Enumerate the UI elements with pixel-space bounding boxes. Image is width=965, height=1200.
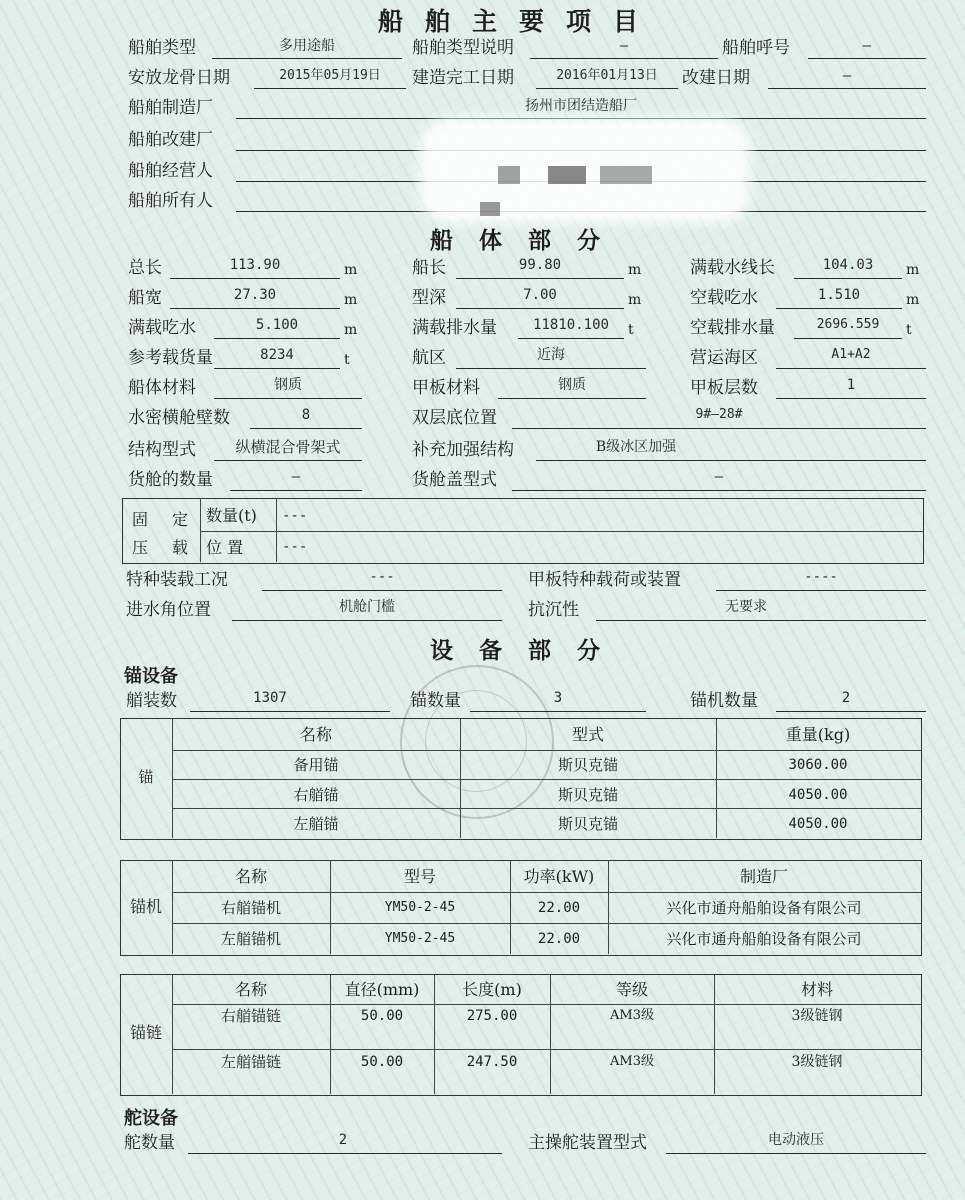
table-cell: 22.00 — [537, 900, 581, 916]
table-cell: 斯贝克锚 — [557, 786, 618, 804]
underline — [716, 590, 926, 591]
service-area-value: A1+A2 — [831, 347, 871, 362]
steering-label: 主操舵装置型式 — [528, 1133, 647, 1153]
double-bottom-label: 双层底位置 — [412, 408, 497, 428]
table-cell: 22.00 — [537, 931, 581, 947]
double-bottom-value: 9#—28# — [695, 407, 743, 422]
hatch-label: 货舱盖型式 — [412, 470, 497, 490]
full-draft-label: 满载吃水 — [128, 318, 196, 338]
ballast-char: 压 — [132, 538, 149, 557]
bulkheads-value: 8 — [301, 407, 311, 423]
column-header: 等级 — [615, 980, 648, 999]
column-header: 名称 — [299, 725, 332, 744]
ref-cargo-value: 8234 — [260, 347, 294, 363]
table-cell: AM3级 — [610, 1008, 654, 1023]
ballast-qty-value: --- — [282, 508, 308, 524]
deck-special-value: ---- — [804, 569, 838, 585]
hull-material-label: 船体材料 — [128, 378, 196, 398]
light-disp-label: 空载排水量 — [690, 318, 775, 338]
table-cell: 兴化市通舟船舶设备有限公司 — [666, 930, 862, 948]
divider — [200, 498, 201, 562]
table-cell: 50.00 — [360, 1008, 404, 1024]
divider — [172, 1049, 921, 1050]
divider — [172, 923, 921, 924]
holds-value: — — [291, 469, 301, 485]
divider — [172, 750, 921, 751]
call-sign-label: 船舶呼号 — [722, 38, 790, 58]
ship-type-label: 船舶类型 — [128, 38, 196, 58]
redaction-block — [498, 166, 520, 184]
full-disp-unit: t — [628, 322, 634, 338]
underline — [512, 490, 926, 491]
underline — [518, 338, 624, 339]
unsinkable-value: 无要求 — [725, 599, 767, 615]
ship-type-value: 多用途船 — [279, 38, 335, 54]
breadth-unit: m — [344, 292, 358, 308]
table-cell: 3级链钢 — [791, 1008, 843, 1024]
underline — [666, 1153, 926, 1154]
nav-area-label: 航区 — [412, 348, 446, 368]
divider — [172, 808, 921, 809]
outfit-label: 艏装数 — [126, 691, 177, 711]
redaction-block — [548, 166, 586, 184]
special-load-value: --- — [369, 569, 395, 585]
underline — [250, 428, 362, 429]
ship-type-desc-value: — — [619, 38, 629, 54]
underline — [470, 711, 646, 712]
table-cell: 右艏锚机 — [220, 899, 281, 917]
underline — [536, 460, 926, 461]
divider — [276, 498, 277, 562]
equipment-section-title: 设备部分 — [430, 637, 626, 664]
underline — [768, 88, 926, 89]
lbp-label: 船长 — [412, 258, 446, 278]
column-header: 制造厂 — [739, 867, 788, 886]
table-cell: 斯贝克锚 — [557, 756, 618, 774]
underline — [214, 460, 362, 461]
table-cell: 275.00 — [466, 1008, 518, 1024]
underline — [230, 490, 362, 491]
hatch-value: — — [714, 469, 724, 485]
ballast-qty-label: 数量(t) — [206, 506, 257, 525]
rebuilder-label: 船舶改建厂 — [128, 130, 213, 150]
deck-material-value: 钢质 — [558, 377, 586, 393]
column-header: 名称 — [234, 980, 267, 999]
underline — [794, 338, 902, 339]
underline — [776, 398, 926, 399]
bulkheads-label: 水密横舱壁数 — [128, 408, 230, 428]
lbp-value: 99.80 — [518, 257, 562, 273]
reinforce-value: B级冰区加强 — [595, 439, 677, 455]
structure-value: 纵横混合骨架式 — [235, 438, 341, 456]
depth-label: 型深 — [412, 288, 446, 308]
depth-unit: m — [628, 292, 642, 308]
ballast-pos-label: 位 置 — [206, 538, 244, 557]
table-cell: 右艏锚 — [293, 786, 339, 804]
underline — [170, 308, 340, 309]
service-area-label: 营运海区 — [690, 348, 758, 368]
column-header: 型号 — [403, 867, 436, 886]
page-title: 船舶主要项目 — [378, 7, 661, 36]
underline — [512, 428, 926, 429]
full-draft-unit: m — [344, 322, 358, 338]
holds-label: 货舱的数量 — [128, 470, 213, 490]
hull-material-value: 钢质 — [274, 377, 302, 393]
underline — [190, 711, 390, 712]
reinforce-label: 补充加强结构 — [412, 440, 514, 460]
ship-type-desc-label: 船舶类型说明 — [412, 38, 514, 58]
table-cell: YM50-2-45 — [384, 900, 456, 915]
redaction-block — [480, 202, 500, 216]
nav-area-value: 近海 — [537, 347, 565, 363]
table-cell: 备用锚 — [293, 756, 339, 774]
table-cell: 斯贝克锚 — [557, 815, 618, 833]
breadth-label: 船宽 — [128, 288, 162, 308]
redaction-block — [600, 166, 652, 184]
underline — [214, 368, 340, 369]
loa-unit: m — [344, 262, 358, 278]
underline — [262, 590, 502, 591]
steering-value: 电动液压 — [768, 1132, 824, 1148]
table-cell: 3级链钢 — [791, 1054, 843, 1070]
anchor-count-label: 锚数量 — [410, 691, 461, 711]
loa-value: 113.90 — [229, 257, 281, 273]
underline — [808, 58, 926, 59]
ballast-pos-value: --- — [282, 539, 308, 555]
lwl-value: 104.03 — [822, 257, 874, 273]
unsinkable-label: 抗沉性 — [528, 600, 579, 620]
column-header: 功率(kW) — [523, 867, 595, 886]
full-disp-label: 满载排水量 — [412, 318, 497, 338]
rebuild-date-label: 改建日期 — [682, 68, 750, 88]
completion-date-value: 2016年01月13日 — [556, 68, 658, 83]
divider — [172, 1004, 921, 1005]
keel-date-label: 安放龙骨日期 — [128, 68, 230, 88]
table-cell: 右艏锚链 — [220, 1007, 281, 1025]
table-cell: 4050.00 — [788, 816, 848, 832]
deck-special-label: 甲板特种载荷或装置 — [528, 570, 681, 590]
builder-value: 扬州市团结造船厂 — [525, 98, 637, 114]
underline — [188, 1153, 502, 1154]
underline — [776, 711, 926, 712]
underline — [776, 308, 902, 309]
call-sign-value: — — [862, 38, 872, 54]
underline — [212, 58, 402, 59]
table-cell: 50.00 — [360, 1054, 404, 1070]
loa-label: 总长 — [128, 258, 162, 278]
depth-value: 7.00 — [523, 287, 557, 303]
divider — [172, 892, 921, 893]
flood-angle-label: 进水角位置 — [126, 600, 211, 620]
light-draft-value: 1.510 — [817, 287, 861, 303]
divider — [172, 779, 921, 780]
divider — [200, 531, 923, 532]
underline — [498, 398, 646, 399]
light-draft-label: 空载吃水 — [690, 288, 758, 308]
lwl-unit: m — [906, 262, 920, 278]
underline — [456, 308, 624, 309]
windlass-count-label: 锚机数量 — [690, 691, 758, 711]
lwl-label: 满载水线长 — [690, 258, 775, 278]
underline — [794, 278, 902, 279]
hull-section-title: 船体部分 — [430, 227, 626, 254]
light-disp-unit: t — [906, 322, 912, 338]
column-header: 型式 — [571, 725, 604, 744]
column-header: 直径(mm) — [344, 980, 420, 999]
rudder-count-value: 2 — [338, 1132, 348, 1148]
underline — [530, 58, 718, 59]
underline — [456, 368, 646, 369]
builder-label: 船舶制造厂 — [128, 98, 213, 118]
special-load-label: 特种装载工况 — [126, 570, 228, 590]
underline — [254, 88, 406, 89]
underline — [536, 88, 678, 89]
structure-label: 结构型式 — [128, 440, 196, 460]
underline — [456, 278, 624, 279]
deck-count-label: 甲板层数 — [690, 378, 758, 398]
ref-cargo-label: 参考载货量 — [128, 348, 213, 368]
anchor-section-title: 锚设备 — [124, 666, 178, 687]
table-cell: 兴化市通舟船舶设备有限公司 — [666, 899, 862, 917]
underline — [596, 620, 926, 621]
rudder-count-label: 舵数量 — [124, 1133, 175, 1153]
table-cell: 左艏锚链 — [220, 1053, 281, 1071]
ref-cargo-unit: t — [344, 352, 350, 368]
ballast-char: 载 — [172, 538, 189, 557]
anchor-side-label: 锚 — [138, 768, 154, 786]
column-header: 材料 — [800, 980, 833, 999]
windlass-count-value: 2 — [841, 690, 851, 706]
full-draft-value: 5.100 — [255, 317, 299, 333]
underline — [214, 338, 340, 339]
ballast-char: 固 — [132, 510, 149, 529]
column-header: 长度(m) — [462, 980, 522, 999]
completion-date-label: 建造完工日期 — [412, 68, 514, 88]
table-cell: 左艏锚机 — [220, 930, 281, 948]
column-header: 重量(kg) — [785, 725, 851, 744]
table-cell: 左艏锚 — [293, 815, 339, 833]
lbp-unit: m — [628, 262, 642, 278]
operator-label: 船舶经营人 — [128, 161, 213, 181]
table-cell: YM50-2-45 — [384, 931, 456, 946]
table-cell: 247.50 — [466, 1054, 518, 1070]
rebuild-date-value: — — [842, 68, 852, 84]
rudder-section-title: 舵设备 — [124, 1108, 178, 1129]
keel-date-value: 2015年05月19日 — [279, 68, 381, 83]
underline — [170, 278, 340, 279]
full-disp-value: 11810.100 — [533, 317, 609, 333]
owner-label: 船舶所有人 — [128, 191, 213, 211]
light-disp-value: 2696.559 — [816, 317, 880, 332]
column-header: 名称 — [234, 867, 267, 886]
breadth-value: 27.30 — [233, 287, 277, 303]
light-draft-unit: m — [906, 292, 920, 308]
deck-count-value: 1 — [846, 377, 856, 393]
anchor-count-value: 3 — [553, 690, 563, 706]
ballast-char: 定 — [172, 510, 189, 529]
table-cell: 3060.00 — [788, 757, 848, 773]
chain-side-label: 锚链 — [129, 1023, 162, 1042]
underline — [232, 620, 502, 621]
underline — [214, 398, 362, 399]
flood-angle-value: 机舱门槛 — [339, 599, 395, 615]
windlass-side-label: 锚机 — [129, 897, 162, 916]
table-cell: 4050.00 — [788, 787, 848, 803]
deck-material-label: 甲板材料 — [412, 378, 480, 398]
table-cell: AM3级 — [610, 1054, 654, 1069]
outfit-value: 1307 — [253, 690, 287, 706]
underline — [776, 368, 926, 369]
